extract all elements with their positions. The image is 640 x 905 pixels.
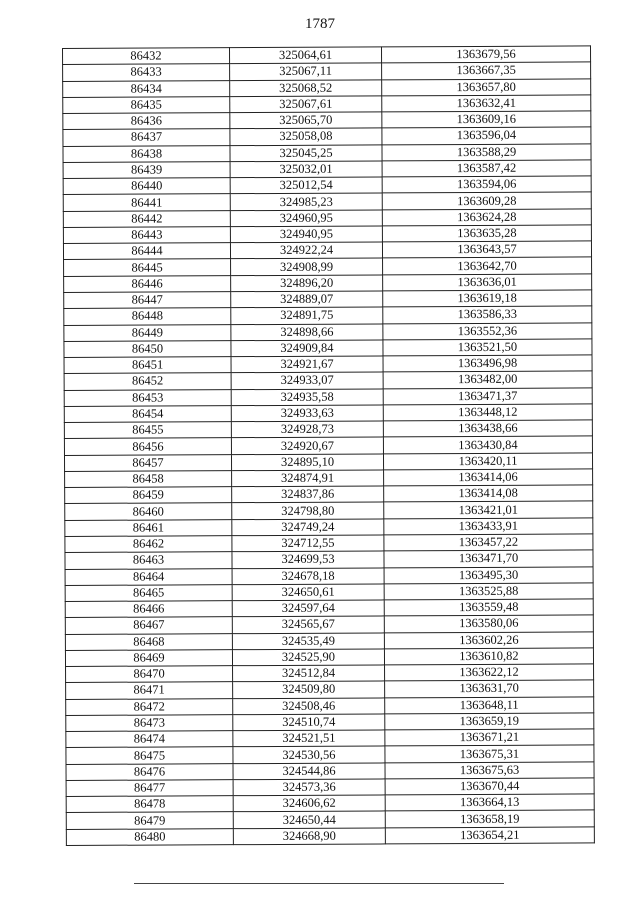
y-coordinate-cell: 1363667,35 bbox=[382, 62, 591, 79]
table-row bbox=[66, 827, 594, 846]
table-row bbox=[65, 566, 593, 585]
y-coordinate-cell: 1363521,50 bbox=[383, 339, 592, 356]
table-row bbox=[63, 192, 591, 211]
table-row bbox=[65, 501, 593, 520]
table-row bbox=[63, 160, 591, 179]
y-coordinate-cell: 1363596,04 bbox=[382, 127, 591, 144]
table-row bbox=[64, 371, 592, 390]
x-coordinate-cell: 325065,70 bbox=[230, 112, 382, 129]
table-row bbox=[65, 599, 593, 618]
y-coordinate-cell: 1363643,57 bbox=[382, 241, 591, 258]
x-coordinate-cell: 325068,52 bbox=[230, 79, 382, 96]
point-number-cell: 86466 bbox=[65, 601, 232, 618]
y-coordinate-cell: 1363657,80 bbox=[382, 78, 591, 95]
table-row bbox=[65, 615, 593, 634]
table-row bbox=[65, 534, 593, 553]
y-coordinate-cell: 1363602,26 bbox=[384, 631, 593, 648]
x-coordinate-cell: 324933,07 bbox=[231, 372, 383, 389]
x-coordinate-cell: 324650,61 bbox=[232, 584, 384, 601]
point-number-cell: 86468 bbox=[65, 633, 232, 650]
table-row bbox=[63, 209, 591, 228]
point-number-cell: 86473 bbox=[66, 715, 233, 732]
table-row bbox=[64, 355, 592, 374]
point-number-cell: 86463 bbox=[65, 552, 232, 569]
y-coordinate-cell: 1363414,06 bbox=[384, 469, 593, 486]
x-coordinate-cell: 324508,46 bbox=[233, 698, 385, 715]
y-coordinate-cell: 1363679,56 bbox=[381, 46, 590, 63]
x-coordinate-cell: 324920,67 bbox=[231, 437, 383, 454]
y-coordinate-cell: 1363587,42 bbox=[382, 160, 591, 177]
point-number-cell: 86460 bbox=[65, 503, 232, 520]
x-coordinate-cell: 324935,58 bbox=[231, 389, 383, 406]
x-coordinate-cell: 324898,66 bbox=[231, 323, 383, 340]
x-coordinate-cell: 324521,51 bbox=[233, 730, 385, 747]
y-coordinate-cell: 1363433,91 bbox=[384, 518, 593, 535]
x-coordinate-cell: 324565,67 bbox=[232, 616, 384, 633]
table-row bbox=[64, 420, 592, 439]
coordinates-table bbox=[62, 45, 595, 846]
table-row bbox=[65, 485, 593, 504]
point-number-cell: 86477 bbox=[66, 780, 233, 797]
x-coordinate-cell: 324509,80 bbox=[233, 681, 385, 698]
point-number-cell: 86455 bbox=[64, 422, 231, 439]
y-coordinate-cell: 1363622,12 bbox=[385, 664, 594, 681]
point-number-cell: 86452 bbox=[64, 373, 231, 390]
x-coordinate-cell: 324921,67 bbox=[231, 356, 383, 373]
table-row bbox=[64, 404, 592, 423]
point-number-cell: 86451 bbox=[64, 357, 231, 374]
table-row bbox=[63, 144, 591, 163]
x-coordinate-cell: 324896,20 bbox=[231, 275, 383, 292]
point-number-cell: 86475 bbox=[66, 747, 233, 764]
table-row bbox=[63, 225, 591, 244]
y-coordinate-cell: 1363659,19 bbox=[385, 713, 594, 730]
point-number-cell: 86464 bbox=[65, 568, 232, 585]
y-coordinate-cell: 1363624,28 bbox=[382, 209, 591, 226]
x-coordinate-cell: 324544,86 bbox=[233, 763, 385, 780]
y-coordinate-cell: 1363619,18 bbox=[383, 290, 592, 307]
table-row bbox=[64, 339, 592, 358]
x-coordinate-cell: 324837,86 bbox=[232, 486, 384, 503]
y-coordinate-cell: 1363448,12 bbox=[383, 404, 592, 421]
y-coordinate-cell: 1363471,37 bbox=[383, 387, 592, 404]
point-number-cell: 86458 bbox=[65, 471, 232, 488]
point-number-cell: 86459 bbox=[65, 487, 232, 504]
table-row bbox=[65, 469, 593, 488]
x-coordinate-cell: 324712,55 bbox=[232, 535, 384, 552]
x-coordinate-cell: 324909,84 bbox=[231, 340, 383, 357]
y-coordinate-cell: 1363525,88 bbox=[384, 583, 593, 600]
y-coordinate-cell: 1363675,63 bbox=[385, 762, 594, 779]
x-coordinate-cell: 324798,80 bbox=[232, 502, 384, 519]
x-coordinate-cell: 324908,99 bbox=[231, 258, 383, 275]
point-number-cell: 86472 bbox=[66, 698, 233, 715]
y-coordinate-cell: 1363609,16 bbox=[382, 111, 591, 128]
point-number-cell: 86447 bbox=[64, 292, 231, 309]
point-number-cell: 86469 bbox=[65, 650, 232, 667]
y-coordinate-cell: 1363675,31 bbox=[385, 745, 594, 762]
x-coordinate-cell: 324650,44 bbox=[233, 811, 385, 828]
table-row bbox=[63, 78, 591, 97]
y-coordinate-cell: 1363636,01 bbox=[383, 274, 592, 291]
x-coordinate-cell: 324749,24 bbox=[232, 519, 384, 536]
x-coordinate-cell: 324928,73 bbox=[231, 421, 383, 438]
point-number-cell: 86467 bbox=[65, 617, 232, 634]
table-row bbox=[63, 111, 591, 130]
x-coordinate-cell: 324889,07 bbox=[231, 291, 383, 308]
y-coordinate-cell: 1363664,13 bbox=[385, 794, 594, 811]
table-row bbox=[65, 648, 593, 667]
x-coordinate-cell: 324530,56 bbox=[233, 746, 385, 763]
x-coordinate-cell: 325032,01 bbox=[230, 161, 382, 178]
x-coordinate-cell: 324512,84 bbox=[233, 665, 385, 682]
y-coordinate-cell: 1363642,70 bbox=[383, 257, 592, 274]
y-coordinate-cell: 1363421,01 bbox=[384, 501, 593, 518]
x-coordinate-cell: 324606,62 bbox=[233, 795, 385, 812]
point-number-cell: 86457 bbox=[64, 454, 231, 471]
x-coordinate-cell: 325067,61 bbox=[230, 96, 382, 113]
point-number-cell: 86444 bbox=[63, 243, 230, 260]
x-coordinate-cell: 324573,36 bbox=[233, 779, 385, 796]
table-row bbox=[64, 436, 592, 455]
point-number-cell: 86474 bbox=[66, 731, 233, 748]
y-coordinate-cell: 1363496,98 bbox=[383, 355, 592, 372]
table-row bbox=[64, 453, 592, 472]
y-coordinate-cell: 1363482,00 bbox=[383, 371, 592, 388]
y-coordinate-cell: 1363552,36 bbox=[383, 322, 592, 339]
point-number-cell: 86446 bbox=[64, 275, 231, 292]
point-number-cell: 86450 bbox=[64, 340, 231, 357]
point-number-cell: 86471 bbox=[66, 682, 233, 699]
x-coordinate-cell: 324960,95 bbox=[230, 210, 382, 227]
y-coordinate-cell: 1363559,48 bbox=[384, 599, 593, 616]
x-coordinate-cell: 324525,90 bbox=[232, 649, 384, 666]
point-number-cell: 86448 bbox=[64, 308, 231, 325]
point-number-cell: 86433 bbox=[63, 64, 230, 81]
table-row bbox=[65, 550, 593, 569]
point-number-cell: 86453 bbox=[64, 389, 231, 406]
table-row bbox=[63, 241, 591, 260]
point-number-cell: 86476 bbox=[66, 763, 233, 780]
point-number-cell: 86470 bbox=[66, 666, 233, 683]
y-coordinate-cell: 1363631,70 bbox=[385, 680, 594, 697]
point-number-cell: 86479 bbox=[66, 812, 233, 829]
y-coordinate-cell: 1363414,08 bbox=[384, 485, 593, 502]
table-row bbox=[65, 583, 593, 602]
y-coordinate-cell: 1363648,11 bbox=[385, 697, 594, 714]
table-row bbox=[64, 306, 592, 325]
x-coordinate-cell: 324699,53 bbox=[232, 551, 384, 568]
x-coordinate-cell: 325045,25 bbox=[230, 145, 382, 162]
point-number-cell: 86465 bbox=[65, 584, 232, 601]
table-row bbox=[64, 274, 592, 293]
y-coordinate-cell: 1363594,06 bbox=[382, 176, 591, 193]
point-number-cell: 86442 bbox=[63, 210, 230, 227]
x-coordinate-cell: 324940,95 bbox=[230, 226, 382, 243]
table-row bbox=[65, 518, 593, 537]
x-coordinate-cell: 324678,18 bbox=[232, 567, 384, 584]
x-coordinate-cell: 324985,23 bbox=[230, 193, 382, 210]
x-coordinate-cell: 324891,75 bbox=[231, 307, 383, 324]
table-row bbox=[64, 257, 592, 276]
x-coordinate-cell: 324668,90 bbox=[233, 828, 385, 845]
table-row bbox=[63, 127, 591, 146]
table-row bbox=[64, 290, 592, 309]
x-coordinate-cell: 324874,91 bbox=[232, 470, 384, 487]
x-coordinate-cell: 325067,11 bbox=[230, 63, 382, 80]
point-number-cell: 86441 bbox=[63, 194, 230, 211]
y-coordinate-cell: 1363457,22 bbox=[384, 534, 593, 551]
table-row bbox=[63, 46, 591, 65]
y-coordinate-cell: 1363495,30 bbox=[384, 566, 593, 583]
x-coordinate-cell: 324597,64 bbox=[232, 600, 384, 617]
y-coordinate-cell: 1363580,06 bbox=[384, 615, 593, 632]
y-coordinate-cell: 1363635,28 bbox=[382, 225, 591, 242]
point-number-cell: 86461 bbox=[65, 519, 232, 536]
y-coordinate-cell: 1363430,84 bbox=[383, 436, 592, 453]
point-number-cell: 86454 bbox=[64, 406, 231, 423]
x-coordinate-cell: 324895,10 bbox=[231, 454, 383, 471]
point-number-cell: 86445 bbox=[64, 259, 231, 276]
point-number-cell: 86439 bbox=[63, 162, 230, 179]
point-number-cell: 86435 bbox=[63, 96, 230, 113]
point-number-cell: 86480 bbox=[66, 828, 233, 845]
y-coordinate-cell: 1363586,33 bbox=[383, 306, 592, 323]
table-row bbox=[64, 322, 592, 341]
y-coordinate-cell: 1363588,29 bbox=[382, 144, 591, 161]
table-row bbox=[63, 176, 591, 195]
point-number-cell: 86437 bbox=[63, 129, 230, 146]
y-coordinate-cell: 1363609,28 bbox=[382, 192, 591, 209]
bottom-rule bbox=[134, 883, 504, 884]
y-coordinate-cell: 1363438,66 bbox=[383, 420, 592, 437]
table-row bbox=[64, 387, 592, 406]
point-number-cell: 86443 bbox=[63, 227, 230, 244]
point-number-cell: 86440 bbox=[63, 178, 230, 195]
x-coordinate-cell: 324535,49 bbox=[232, 632, 384, 649]
point-number-cell: 86432 bbox=[63, 48, 230, 65]
point-number-cell: 86456 bbox=[64, 438, 231, 455]
point-number-cell: 86434 bbox=[63, 80, 230, 97]
y-coordinate-cell: 1363670,44 bbox=[385, 778, 594, 795]
point-number-cell: 86449 bbox=[64, 324, 231, 341]
point-number-cell: 86478 bbox=[66, 796, 233, 813]
y-coordinate-cell: 1363671,21 bbox=[385, 729, 594, 746]
y-coordinate-cell: 1363632,41 bbox=[382, 95, 591, 112]
y-coordinate-cell: 1363420,11 bbox=[383, 453, 592, 470]
x-coordinate-cell: 325058,08 bbox=[230, 128, 382, 145]
x-coordinate-cell: 324510,74 bbox=[233, 714, 385, 731]
y-coordinate-cell: 1363471,70 bbox=[384, 550, 593, 567]
table-row bbox=[63, 62, 591, 81]
point-number-cell: 86436 bbox=[63, 113, 230, 130]
point-number-cell: 86462 bbox=[65, 536, 232, 553]
x-coordinate-cell: 324922,24 bbox=[230, 242, 382, 259]
table-row bbox=[65, 631, 593, 650]
y-coordinate-cell: 1363654,21 bbox=[385, 827, 594, 844]
table-body bbox=[63, 46, 595, 846]
table-row bbox=[63, 95, 591, 114]
y-coordinate-cell: 1363610,82 bbox=[384, 648, 593, 665]
x-coordinate-cell: 324933,63 bbox=[231, 405, 383, 422]
x-coordinate-cell: 325012,54 bbox=[230, 177, 382, 194]
point-number-cell: 86438 bbox=[63, 145, 230, 162]
y-coordinate-cell: 1363658,19 bbox=[385, 810, 594, 827]
page-number: 1787 bbox=[305, 16, 335, 32]
x-coordinate-cell: 325064,61 bbox=[230, 47, 382, 64]
